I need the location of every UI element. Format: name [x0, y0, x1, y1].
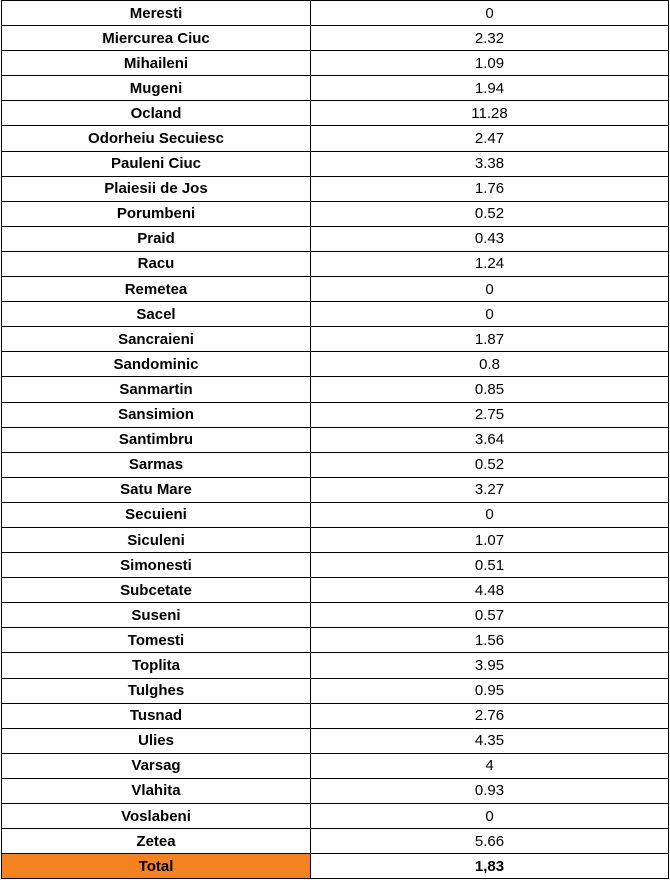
locality-name: Plaiesii de Jos: [2, 176, 311, 201]
table-row: [2, 452, 669, 477]
locality-name: Meresti: [2, 1, 311, 26]
locality-value: 0.51: [311, 553, 669, 578]
locality-name: Sanmartin: [2, 377, 311, 402]
locality-value: 0: [311, 277, 669, 302]
table-row: [2, 101, 669, 126]
table-row: [2, 176, 669, 201]
locality-value: 1.56: [311, 628, 669, 653]
locality-name: Tulghes: [2, 678, 311, 703]
locality-name: Praid: [2, 226, 311, 251]
locality-value: 3.27: [311, 477, 669, 502]
locality-name: Satu Mare: [2, 477, 311, 502]
table-row: [2, 302, 669, 327]
table-row: [2, 26, 669, 51]
table-row: [2, 76, 669, 101]
locality-value: 2.76: [311, 703, 669, 728]
locality-name: Varsag: [2, 753, 311, 778]
locality-name: Zetea: [2, 829, 311, 854]
table-row: [2, 703, 669, 728]
total-label: Total: [2, 854, 311, 879]
table-row: [2, 327, 669, 352]
locality-value: 0: [311, 1, 669, 26]
locality-value: 0.93: [311, 778, 669, 803]
table-row: [2, 427, 669, 452]
total-value: 1,83: [311, 854, 669, 879]
table-row: [2, 251, 669, 276]
locality-value: 3.64: [311, 427, 669, 452]
locality-value: 4.48: [311, 578, 669, 603]
total-row: [2, 854, 669, 879]
locality-name: Simonesti: [2, 553, 311, 578]
table-row: [2, 553, 669, 578]
locality-name: Sarmas: [2, 452, 311, 477]
locality-value: 0.8: [311, 352, 669, 377]
locality-value: 5.66: [311, 829, 669, 854]
table-row: [2, 578, 669, 603]
table-row: [2, 226, 669, 251]
locality-name: Racu: [2, 251, 311, 276]
locality-value: 3.38: [311, 151, 669, 176]
locality-value: 1.07: [311, 527, 669, 552]
table-row: [2, 753, 669, 778]
table-row: [2, 628, 669, 653]
locality-name: Voslabeni: [2, 804, 311, 829]
table-row: [2, 829, 669, 854]
locality-value: 2.47: [311, 126, 669, 151]
locality-name: Remetea: [2, 277, 311, 302]
data-table: [1, 0, 669, 879]
locality-value: 1.24: [311, 251, 669, 276]
table-row: [2, 402, 669, 427]
locality-value: 3.95: [311, 653, 669, 678]
table-row: [2, 678, 669, 703]
table-row: [2, 377, 669, 402]
locality-value: 2.32: [311, 26, 669, 51]
locality-value: 11.28: [311, 101, 669, 126]
table-row: [2, 1, 669, 26]
table-row: [2, 151, 669, 176]
locality-value: 1.09: [311, 51, 669, 76]
locality-name: Sandominic: [2, 352, 311, 377]
table-row: [2, 653, 669, 678]
locality-name: Vlahita: [2, 778, 311, 803]
table-row: [2, 804, 669, 829]
table-row: [2, 352, 669, 377]
locality-name: Sacel: [2, 302, 311, 327]
table-row: [2, 502, 669, 527]
locality-value: 0.52: [311, 201, 669, 226]
locality-value: 2.75: [311, 402, 669, 427]
locality-name: Miercurea Ciuc: [2, 26, 311, 51]
locality-value: 0.85: [311, 377, 669, 402]
locality-name: Santimbru: [2, 427, 311, 452]
locality-name: Sansimion: [2, 402, 311, 427]
locality-value: 0: [311, 502, 669, 527]
locality-value: 0.43: [311, 226, 669, 251]
locality-name: Odorheiu Secuiesc: [2, 126, 311, 151]
locality-name: Tomesti: [2, 628, 311, 653]
locality-value: 4.35: [311, 728, 669, 753]
locality-value: 0.57: [311, 603, 669, 628]
locality-name: Secuieni: [2, 502, 311, 527]
table-row: [2, 201, 669, 226]
table-row: [2, 778, 669, 803]
table-row: [2, 477, 669, 502]
table-row: [2, 126, 669, 151]
locality-value: 0.52: [311, 452, 669, 477]
locality-name: Sancraieni: [2, 327, 311, 352]
locality-value: 1.94: [311, 76, 669, 101]
locality-name: Porumbeni: [2, 201, 311, 226]
locality-value: 0: [311, 302, 669, 327]
table-row: [2, 527, 669, 552]
table-row: [2, 277, 669, 302]
locality-name: Pauleni Ciuc: [2, 151, 311, 176]
table-row: [2, 51, 669, 76]
locality-name: Siculeni: [2, 527, 311, 552]
locality-name: Ulies: [2, 728, 311, 753]
locality-name: Tusnad: [2, 703, 311, 728]
locality-value: 1.87: [311, 327, 669, 352]
locality-value: 0.95: [311, 678, 669, 703]
table-row: [2, 603, 669, 628]
locality-value: 0: [311, 804, 669, 829]
locality-name: Mihaileni: [2, 51, 311, 76]
locality-name: Subcetate: [2, 578, 311, 603]
table-row: [2, 728, 669, 753]
locality-name: Ocland: [2, 101, 311, 126]
locality-name: Mugeni: [2, 76, 311, 101]
table-body: [2, 1, 669, 879]
locality-value: 4: [311, 753, 669, 778]
locality-name: Suseni: [2, 603, 311, 628]
locality-value: 1.76: [311, 176, 669, 201]
locality-name: Toplita: [2, 653, 311, 678]
